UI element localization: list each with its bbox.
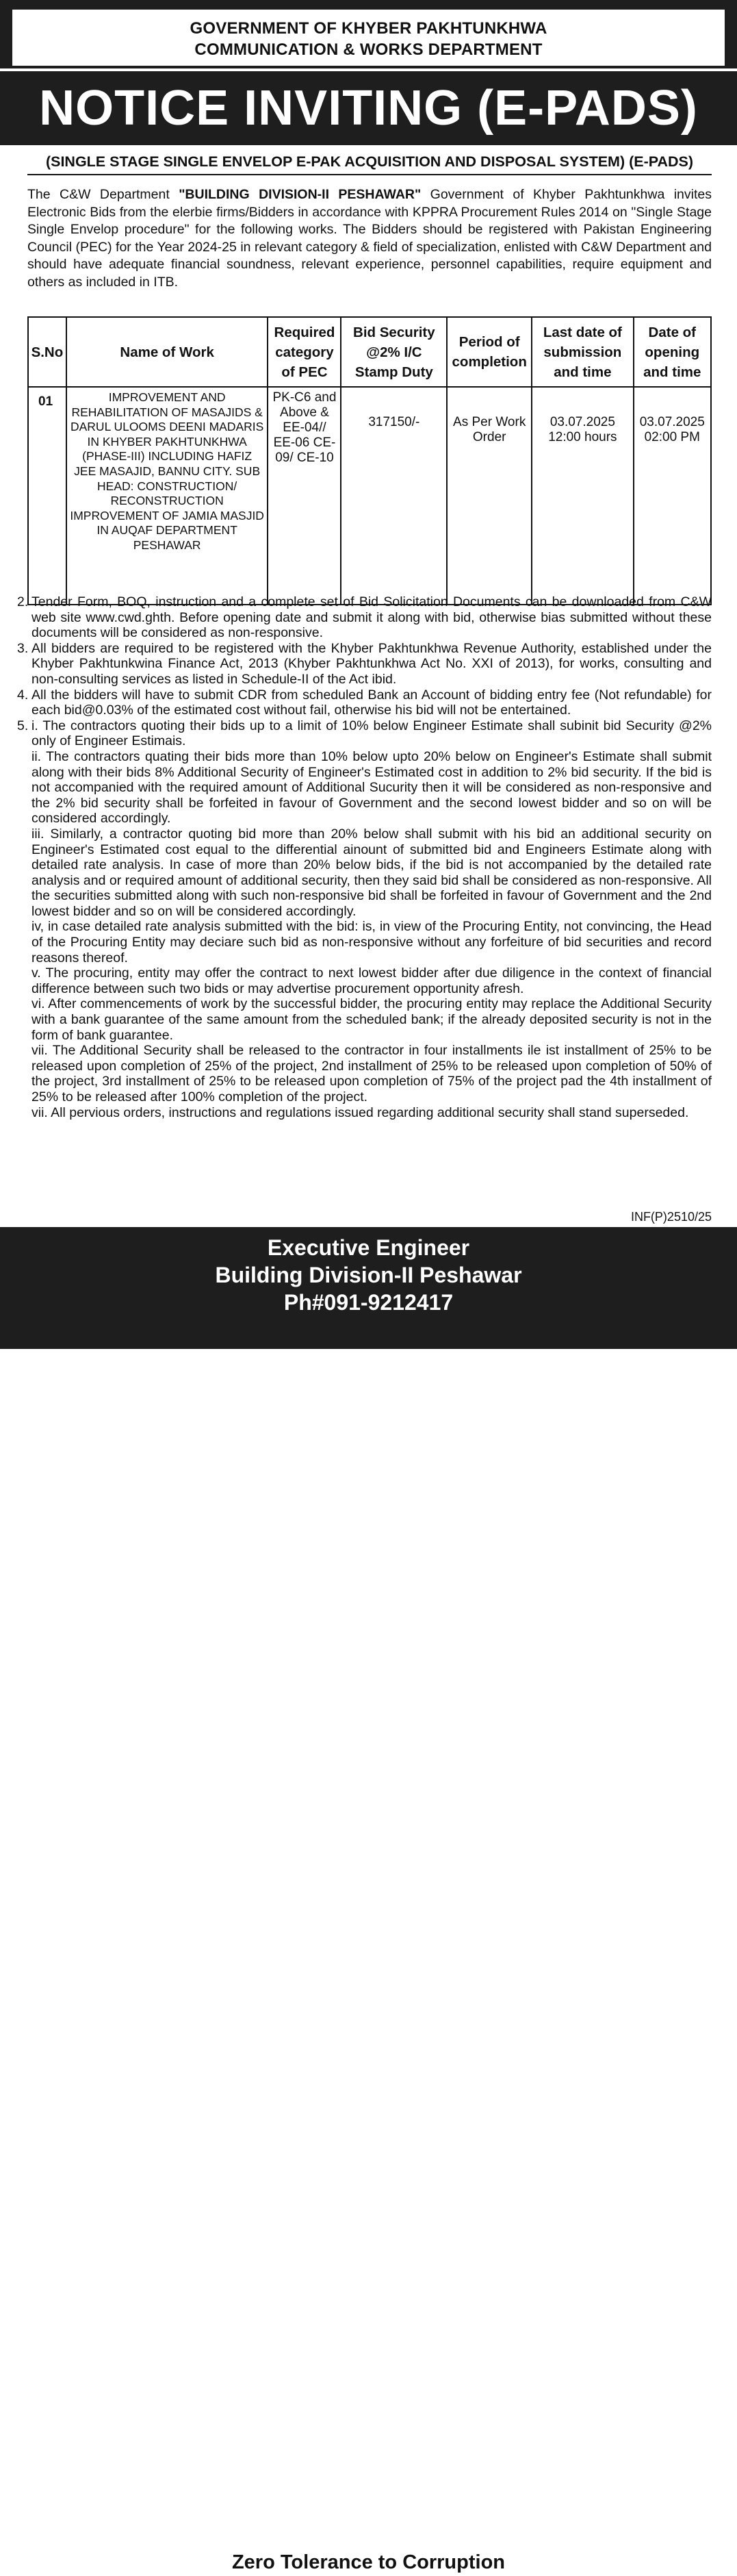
clause-vi: vi. After commencements of work by the successful bidder, the procuring entity may replace the Additional Security with a bank guarantee of the same amount from the scheduled bank; if the already deposited security is not in the form of bank guarantee.	[31, 996, 712, 1043]
condition-text: Tender Form, BOQ, instruction and a complete set of Bid Solicitation Documents can be downloaded from C&W web site www.cwd.ghth. Before opening date and submit it along with bid, otherwise bias submitted without these documents will be considered as non-responsive.	[31, 594, 712, 641]
subtitle-divider	[27, 174, 712, 175]
government-title: GOVERNMENT OF KHYBER PAKHTUNKHWA	[190, 19, 547, 38]
condition-item	[17, 718, 712, 1120]
clause-vii: vii. The Additional Security shall be released to the contractor in four installments ile ist installment of 25% to be released upon completion of 25% of the project, 2nd installment of 25% to be released upon completion of 50% of the project, 3rd installment of 25% to be released upon completion of 75% of the project pad the 4th installment of 25% to be released after 100% completion of the project.	[31, 1043, 712, 1104]
signatory-division: Building Division-II Peshawar	[215, 1263, 522, 1287]
intro-text-rest: Government of Khyber Pakhtunkhwa invites Electronic Bids from the elerbie firms/Bidders in accordance with KPPRA Procurement Rules 2014 on "Single Stage Single Envelop procedure" for the following works. The Bidders should be registered with Pakistan Engineering Council (PEC) for the Year 2024-25 in relevant category & field of specialization, enlisted with C&W Department and should have adequate financial soundness, relevant experience, personnel capabilities, require equipment and others as included in ITB.	[27, 187, 712, 290]
intro-division-name: "BUILDING DIVISION-II PESHAWAR"	[179, 187, 422, 202]
signatory-title: Executive Engineer	[267, 1235, 470, 1260]
cell-bid-security: 317150/-	[341, 387, 447, 605]
condition-text: All bidders are required to be registered with the Khyber Pakhtunkhwa Revenue Authority, established under the Khyber Pakhtunkwina Finance Act, 2013 (Khyber Pakhtunkhwa Act No. XXI of 2013), for works, consulting and non-consulting services as listed in Schedule-II of the Act ibid.	[31, 640, 712, 687]
notice-subtitle: (SINGLE STAGE SINGLE ENVELOP E-PAK ACQUISITION AND DISPOSAL SYSTEM) (E-PADS)	[45, 153, 694, 170]
column-header-opening-date: Date of opening and time	[634, 317, 711, 387]
table-row	[28, 387, 711, 605]
column-header-submission-date: Last date of submission and time	[532, 317, 633, 387]
clause-ii: ii. The contractors quating their bids more than 10% below upto 20% below on Engineer's Estimate shall submit along with their bids 8% Additional Security of Engineer's Estimated cost in addition to 2% bid security. If the bid is not accompanied with the required amount of Additional Sucurity then it will be considered as non-responsive and the 2% bid security shall be forfeited in favour of Government and the second lowest bidder and so on will be considered accordingly.	[31, 748, 712, 826]
submission-time: 12:00 hours	[548, 430, 617, 444]
cell-completion-period: As Per Work Order	[447, 387, 532, 605]
notice-banner-title: NOTICE INVITING (E-PADS)	[0, 71, 737, 145]
cell-submission-date-time	[532, 387, 633, 605]
cell-name-of-work: IMPROVEMENT AND REHABILITATION OF MASAJIDS & DARUL ULOOMS DEENI MADARIS IN KHYBER PAKHTUNKHWA (PHASE-III) INCLUDING HAFIZ JEE MASAJID, BANNU CITY. SUB HEAD: CONSTRUCTION/ RECONSTRUCTION IMPROVEMENT OF JAMIA MASJID IN AUQAF DEPARTMENT PESHAWAR	[66, 387, 268, 605]
department-header-box	[12, 10, 725, 66]
clause-iv: iv, in case detailed rate analysis submitted with the bid: is, in view of the Procuring Entity, not convincing, the Head of the Procuring Entity may deciare such bid as non-responsive without any forfeiture of bid securities and record reasons thereof.	[31, 919, 712, 965]
clause-iii: iii. Similarly, a contractor quoting bid more than 20% below shall submit with his bid an additional security on Engineer's Estimated cost equal to the differential ainount of submitted bid and Engineers Estimate along with detailed rate analysis. In case of more than 20% below bids, if the bid is not accompanied by the detailed rate analysis and or required amount of additional security, then they said bid shall be considered as non-responsive. All the securities submitted along with such non-responsive bid shall be forfeited in favour of Government and the 2nd lowest bidder and so on will be considered accordingly.	[31, 826, 712, 919]
condition-item	[17, 687, 712, 718]
department-title: COMMUNICATION & WORKS DEPARTMENT	[194, 40, 543, 59]
condition-item	[17, 641, 712, 687]
cell-pec-category: PK-C6 and Above & EE-04// EE-06 CE-09/ CE-10	[268, 387, 341, 605]
terms-and-conditions	[17, 594, 712, 1120]
zero-tolerance-motto: Zero Tolerance to Corruption	[63, 2549, 674, 2576]
column-header-completion-period: Period of completion	[447, 317, 532, 387]
column-header-pec-category: Required category of PEC	[268, 317, 341, 387]
condition-item	[17, 594, 712, 641]
condition-text: All the bidders will have to submit CDR from scheduled Bank an Account of bidding entry fee (Not refundable) for each bid@0.03% of the estimated cost without fail, otherwise his bid will not be entertained.	[31, 687, 712, 718]
condition-number: 4.	[17, 687, 29, 703]
condition-number: 5.	[17, 718, 29, 733]
signatory-phone: Ph#091-9212417	[283, 1290, 454, 1315]
opening-time: 02:00 PM	[644, 430, 700, 444]
intro-text-start: The C&W Department	[27, 187, 179, 202]
signatory-footer	[0, 1227, 737, 2573]
works-table	[27, 316, 712, 605]
column-header-name-of-work: Name of Work	[66, 317, 268, 387]
cell-sno: 01	[28, 387, 66, 605]
security-clauses	[31, 718, 712, 1120]
advertisement-reference: INF(P)2510/25	[630, 1210, 712, 1224]
opening-date: 03.07.2025	[639, 415, 705, 429]
cell-opening-date-time	[634, 387, 711, 605]
condition-number: 3.	[17, 640, 29, 656]
clause-viii: vii. All pervious orders, instructions and regulations issued regarding additional security shall stand superseded.	[31, 1104, 689, 1120]
column-header-sno: S.No	[28, 317, 66, 387]
column-header-bid-security: Bid Security @2% I/C Stamp Duty	[341, 317, 447, 387]
condition-number: 2.	[17, 594, 29, 609]
clause-i: i. The contractors quoting their bids up to a limit of 10% below Engineer Estimate shall subinit bid Security @2% only of Engineer Estimais.	[31, 718, 712, 749]
submission-date: 03.07.2025	[549, 415, 615, 429]
intro-paragraph	[27, 186, 712, 291]
clause-v: v. The procuring, entity may offer the contract to next lowest bidder after due diligence in the context of financial difference between such two bids or may advertise procurement opportunity afresh.	[31, 965, 712, 996]
table-header-row	[28, 317, 711, 387]
department-header	[0, 0, 737, 68]
